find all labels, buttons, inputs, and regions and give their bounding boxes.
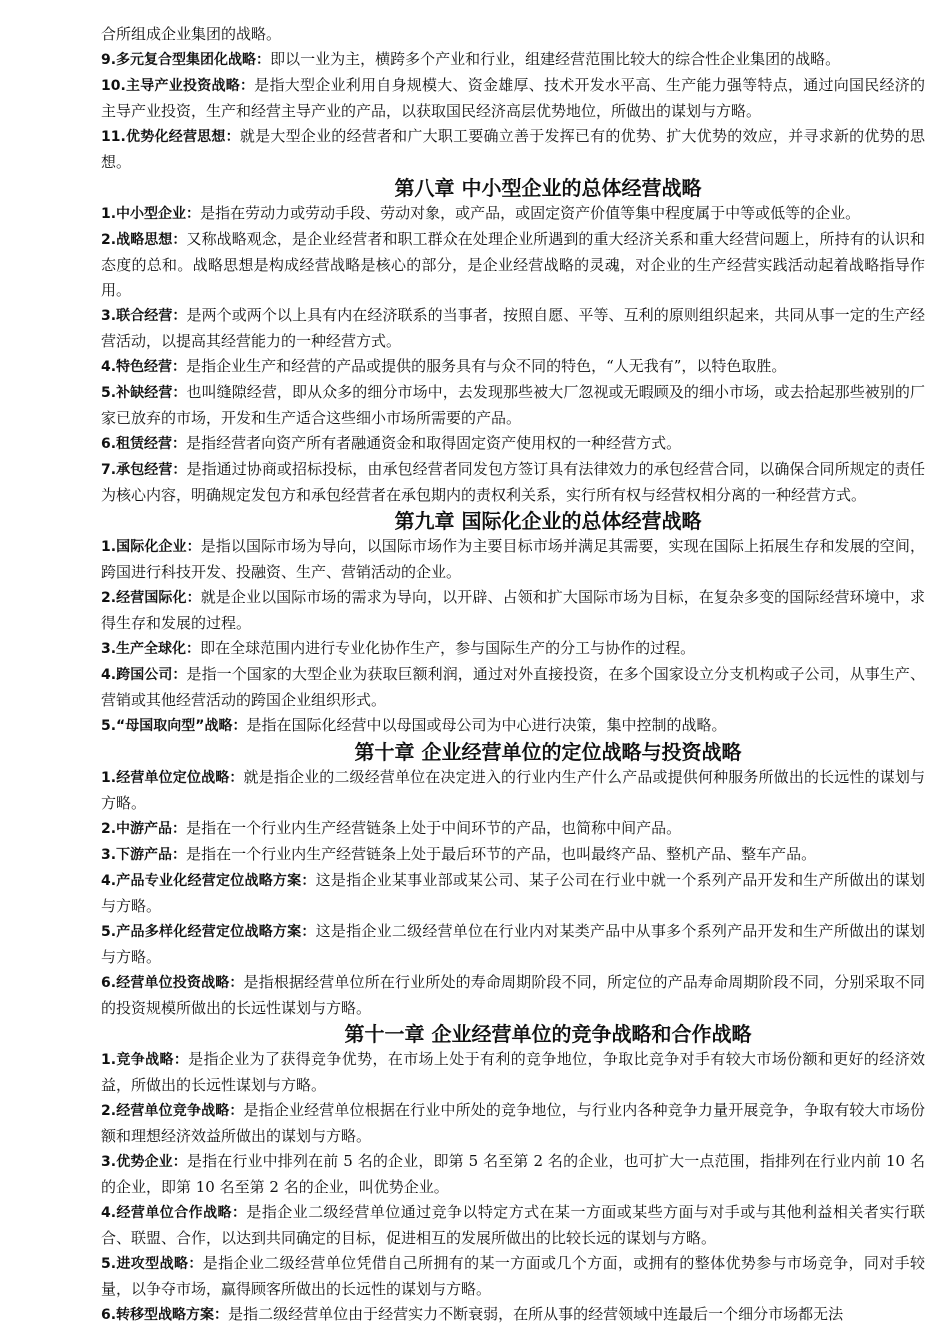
definition-entry [101,354,925,380]
definition-entry [101,636,925,662]
term-label: 7.承包经营： [101,462,187,478]
term-label: 6.经营单位投资战略： [101,975,244,991]
definition-entry [101,380,925,431]
term-definition: 合所组成企业集团的战略。 [101,25,282,43]
term-definition: 是两个或两个以上具有内在经济联系的当事者，按照自愿、平等、互利的原则组织起来，共同从事一定的生产经营活动，以提高其经营能力的一种经营方式。 [101,306,925,350]
term-definition: 就是企业以国际市场的需求为导向，以开辟、占领和扩大国际市场为目标，在复杂多变的国际经营环境中，求得生存和发展的过程。 [101,588,925,632]
term-definition: 是指大型企业利用自身规模大、资金雄厚、技术开发水平高、生产能力强等特点，通过向国民经济的主导产业投资，生产和经营主导产业的产品，以获取国民经济高层优势地位，所做出的谋划与方略。 [101,76,925,120]
chapter-heading: 第九章 国际化企业的总体经营战略 [394,509,702,533]
definition-entry [101,1098,925,1149]
term-definition: 是指企业生产和经营的产品或提供的服务具有与众不同的特色，“人无我有”，以特色取胜。 [186,357,787,375]
term-label: 4.特色经营： [101,359,187,375]
term-label: 1.经营单位定位战略： [101,770,244,786]
term-definition: 是指在国际化经营中以母国或母公司为中心进行决策，集中控制的战略。 [246,716,727,734]
term-definition: 是指在一个行业内生产经营链条上处于中间环节的产品，也简称中间产品。 [186,819,682,837]
term-label: 10.主导产业投资战略： [101,78,255,94]
term-definition: 这是指企业某事业部或某公司、某子公司在行业中就一个系列产品开发和生产所做出的谋划与方略。 [101,871,925,915]
definition-entry [101,73,925,124]
definition-entry [101,765,925,816]
definition-entry [101,201,925,227]
term-definition: 是指企业二级经营单位通过竞争以特定方式在某一方面或某些方面与对手或与其他利益相关者实行联合、联盟、合作，以达到共同确定的目标，促进相互的发展所做出的比较长远的谋划与方略。 [101,1203,925,1247]
definition-entry [101,1251,925,1302]
term-label: 2.战略思想： [101,232,187,248]
definition-entry [101,124,925,175]
term-definition: 是指在一个行业内生产经营链条上处于最后环节的产品，也叫最终产品、整机产品、整车产品。 [186,845,817,863]
term-label: 1.中小型企业： [101,206,201,222]
definition-entry [101,47,925,73]
term-label: 3.生产全球化： [101,641,201,657]
definition-entry [101,585,925,636]
chapter-heading: 第十一章 企业经营单位的竞争战略和合作战略 [344,1022,752,1046]
term-definition: 是指在劳动力或劳动手段、劳动对象，或产品，或固定资产价值等集中程度属于中等或低等的企业。 [200,204,861,222]
definition-entry [101,1302,925,1328]
term-label: 6.租赁经营： [101,436,187,452]
term-definition: 也叫缝隙经营，即从众多的细分市场中，去发现那些被大厂忽视或无暇顾及的细小市场，或去拾起那些被别的厂家已放弃的市场，开发和生产适合这些细小市场所需要的产品。 [101,383,925,427]
term-label: 2.经营单位竞争战略： [101,1103,244,1119]
term-label: 5.产品多样化经营定位战略方案： [101,924,316,940]
term-definition: 是指通过协商或招标投标，由承包经营者同发包方签订具有法律效力的承包经营合同，以确保合同所规定的责任为核心内容，明确规定发包方和承包经营者在承包期内的责权利关系，实行所有权与经营权相分离的一种经营方式。 [101,460,925,504]
term-definition: 就是指企业的二级经营单位在决定进入的行业内生产什么产品或提供何种服务所做出的长远性的谋划与方略。 [101,768,925,812]
term-label: 3.联合经营： [101,308,187,324]
definition-entry [101,970,925,1021]
term-label: 5.“母国取向型”战略： [101,718,247,734]
term-label: 5.进攻型战略： [101,1256,203,1272]
term-definition: 是指以国际市场为导向，以国际市场作为主要目标市场并满足其需要，实现在国际上拓展生存和发展的空间，跨国进行科技开发、投融资、生产、营销活动的企业。 [101,537,925,581]
term-definition: 是指经营者向资产所有者融通资金和取得固定资产使用权的一种经营方式。 [186,434,682,452]
term-label: 4.跨国公司： [101,667,187,683]
term-definition: 就是大型企业的经营者和广大职工要确立善于发挥已有的优势、扩大优势的效应，并寻求新的优势的思想。 [101,127,925,171]
term-definition: 是指企业二级经营单位凭借自己所拥有的某一方面或几个方面，或拥有的整体优势参与市场竞争，同对手较量，以争夺市场，赢得顾客所做出的长远性的谋划与方略。 [101,1254,925,1298]
definition-entry [101,303,925,354]
definition-entry [101,227,925,303]
term-definition: 是指企业经营单位根据在行业中所处的竞争地位，与行业内各种竞争力量开展竞争，争取有较大市场份额和理想经济效益所做出的谋划与方略。 [101,1101,925,1145]
definition-entry [101,457,925,508]
term-definition: 是指企业为了获得竞争优势，在市场上处于有利的竞争地位，争取比竞争对手有较大市场份额和更好的经济效益，所做出的长远性谋划与方略。 [101,1050,925,1094]
term-label: 3.优势企业： [101,1154,187,1170]
term-definition: 即以一业为主，横跨多个产业和行业，组建经营范围比较大的综合性企业集团的战略。 [270,50,841,68]
definition-entry [101,431,925,457]
definition-entry [101,1200,925,1251]
term-definition: 是指二级经营单位由于经营实力不断衰弱，在所从事的经营领域中连最后一个细分市场都无法 [228,1305,844,1323]
term-label: 11.优势化经营思想： [101,129,240,145]
definition-entry [101,662,925,713]
term-definition: 又称战略观念，是企业经营者和职工群众在处理企业所遇到的重大经济关系和重大经营问题上，所持有的认识和态度的总和。战略思想是构成经营战略是核心的部分，是企业经营战略的灵魂，对企业的生产经营实践活动起着战略指导作用。 [101,230,925,299]
term-label: 3.下游产品： [101,847,187,863]
definition-entry [101,22,925,47]
term-label: 6.转移型战略方案： [101,1307,229,1323]
term-label: 2.经营国际化： [101,590,201,606]
definition-entry [101,919,925,970]
term-definition: 是指根据经营单位所在行业所处的寿命周期阶段不同，所定位的产品寿命周期阶段不同，分别采取不同的投资规模所做出的长远性谋划与方略。 [101,973,925,1017]
term-label: 1.竞争战略： [101,1052,189,1068]
term-definition: 这是指企业二级经营单位在行业内对某类产品中从事多个系列产品开发和生产所做出的谋划与方略。 [101,922,925,966]
chapter-heading: 第八章 中小型企业的总体经营战略 [394,176,702,200]
definition-entry [101,1047,925,1098]
term-definition: 是指一个国家的大型企业为获取巨额利润，通过对外直接投资，在多个国家设立分支机构或子公司，从事生产、营销或其他经营活动的跨国企业组织形式。 [101,665,925,709]
definition-entry [101,534,925,585]
term-label: 4.经营单位合作战略： [101,1205,247,1221]
term-label: 9.多元复合型集团化战略： [101,52,271,68]
term-label: 2.中游产品： [101,821,187,837]
definition-entry [101,816,925,842]
term-definition: 即在全球范围内进行专业化协作生产，参与国际生产的分工与协作的过程。 [200,639,696,657]
term-label: 5.补缺经营： [101,385,187,401]
term-definition: 是指在行业中排列在前 5 名的企业，即第 5 名至第 2 名的企业，也可扩大一点范围，指排列在行业内前 10 名的企业，即第 10 名至第 2 名的企业，叫优势企业。 [101,1152,926,1196]
definition-entry [101,868,925,919]
term-label: 1.国际化企业： [101,539,201,555]
term-label: 4.产品专业化经营定位战略方案： [101,873,316,889]
definition-entry [101,1149,925,1200]
chapter-heading: 第十章 企业经营单位的定位战略与投资战略 [354,740,742,764]
definition-entry [101,842,925,868]
definition-entry [101,713,925,739]
